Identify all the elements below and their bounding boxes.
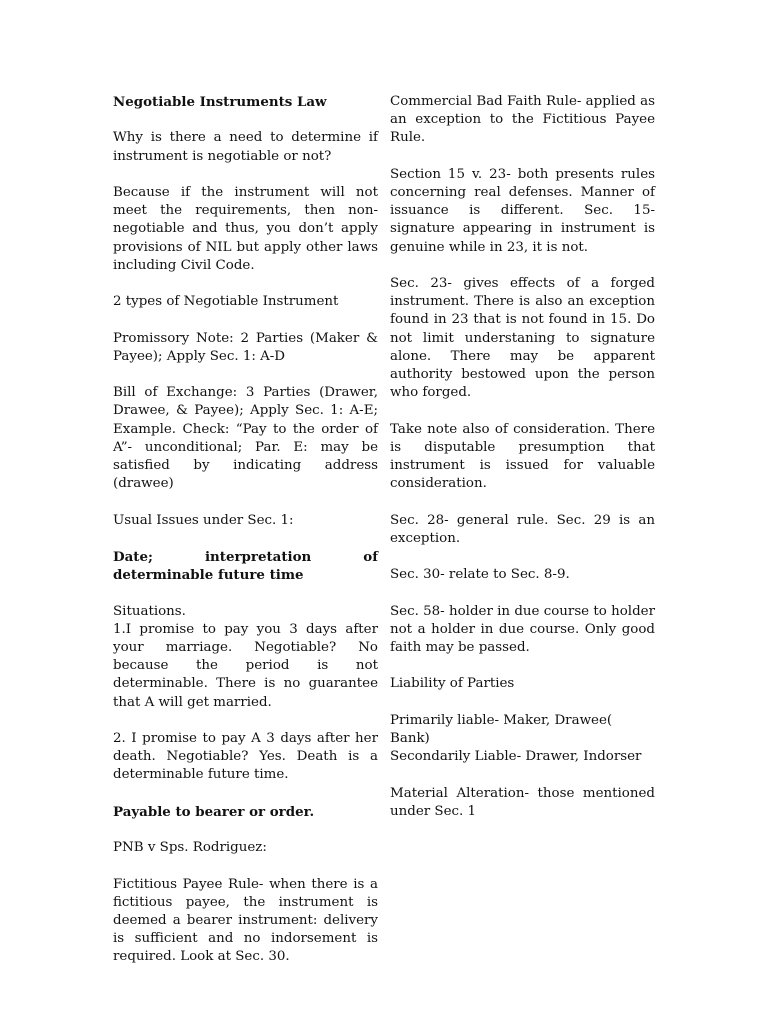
paragraph-sec30: Sec. 30- relate to Sec. 8-9. <box>390 567 570 583</box>
paragraph-commercial-bad-faith: Commercial Bad Faith Rule- applied as an exception to the Fictitious Payee Rule. <box>390 94 655 146</box>
paragraph-fictitious-payee-rule: Fictitious Payee Rule- when there is a fictitious payee, the instrument is deemed a bearer instrument: delivery is sufficient and no indorsement is required. Look at Sec. 30. <box>113 876 378 965</box>
primarily-liable: Primarily liable- Maker, Drawee( Bank) <box>390 712 613 746</box>
left-column <box>113 93 378 985</box>
paragraph-sec58: Sec. 58- holder in due course to holder not a holder in due course. Only good faith may be passed. <box>390 603 655 655</box>
paragraph-promissory-note: Promissory Note: 2 Parties (Maker & Payee); Apply Sec. 1: A-D <box>113 330 378 364</box>
situation-2: 2. I promise to pay A 3 days after her death. Negotiable? Yes. Death is a determinable future time. <box>113 730 378 783</box>
paragraph-answer-negotiable: Because if the instrument will not meet the requirements, then non-negotiable and thus, you don’t apply provisions of NIL but apply other laws including Civil Code. <box>113 184 378 273</box>
paragraph-question-negotiable: Why is there a need to determine if instrument is negotiable or not? <box>113 130 378 164</box>
paragraph-sec15-v-23: Section 15 v. 23- both presents rules concerning real defenses. Manner of issuance is different. Sec. 15- signature appearing in instrument is genuine while in 23, it is not. <box>390 166 655 255</box>
heading-date-interpretation: Date; interpretation of determinable future time <box>113 548 378 584</box>
paragraph-bill-of-exchange: Bill of Exchange: 3 Parties (Drawer, Drawee, & Payee); Apply Sec. 1: A-E; Example. Check: “Pay to the order of A”- unconditional; Par. E: may be satisfied by indicating address (drawee) <box>113 385 378 492</box>
paragraph-usual-issues: Usual Issues under Sec. 1: <box>113 512 294 528</box>
document-title: Negotiable Instruments Law <box>113 94 327 110</box>
paragraph-sec23: Sec. 23- gives effects of a forged instrument. There is also an exception found in 23 that is not found in 15. Do not limit understaning to signature alone. There may be apparent authority bestowed upon the person who forged. <box>390 276 655 401</box>
paragraph-material-alteration: Material Alteration- those mentioned under Sec. 1 <box>390 785 655 819</box>
situation-1: 1.I promise to pay you 3 days after your marriage. Negotiable? No because the period is not determinable. There is no guarantee that A will get married. <box>113 621 378 710</box>
paragraph-sec28: Sec. 28- general rule. Sec. 29 is an exception. <box>390 512 655 546</box>
heading-payable-bearer-order: Payable to bearer or order. <box>113 803 315 820</box>
paragraph-types-heading: 2 types of Negotiable Instrument <box>113 294 339 310</box>
paragraph-consideration: Take note also of consideration. There is disputable presumption that instrument is issued for valuable consideration. <box>390 421 655 492</box>
secondarily-liable: Secondarily Liable- Drawer, Indorser <box>390 749 642 765</box>
paragraph-situations-block <box>113 603 378 712</box>
right-column <box>390 93 655 839</box>
situations-label: Situations. <box>113 603 186 619</box>
paragraph-pnb-case: PNB v Sps. Rodriguez: <box>113 840 267 856</box>
heading-liability-of-parties: Liability of Parties <box>390 676 515 692</box>
paragraph-liability-list <box>390 712 655 767</box>
